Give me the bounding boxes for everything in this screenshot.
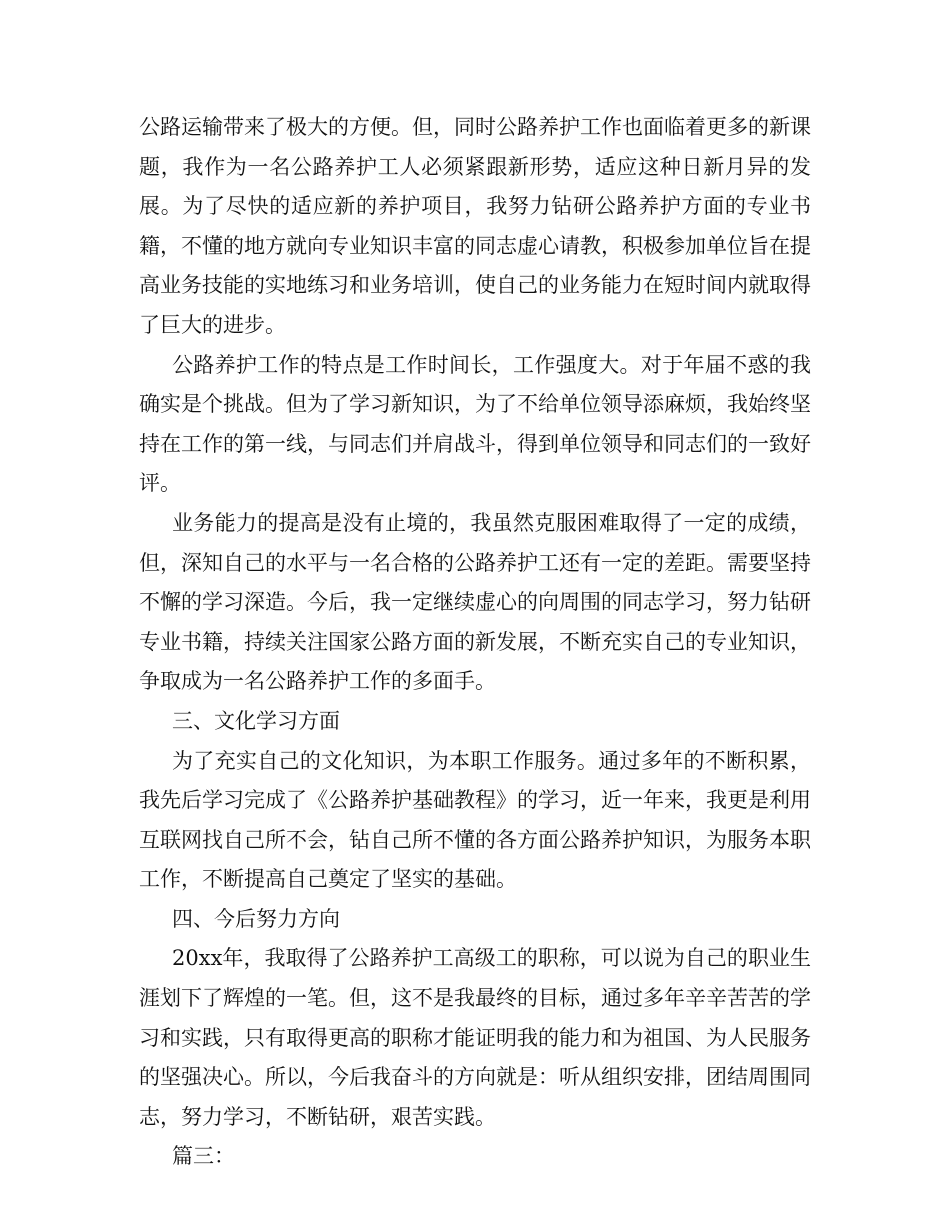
- document-body: [139, 108, 811, 1177]
- section-heading-part-three: 篇三：: [172, 1144, 235, 1169]
- paragraph-5: 20xx年，我取得了公路养护工高级工的职称，可以说为自己的职业生涯划下了辉煌的一笔。但，这不是我最终的目标，通过多年辛辛苦苦的学习和实践，只有取得更高的职称才能证明我的能力和为祖国、为人民服务的坚强决心。所以，今后我奋斗的方向就是：听从组织安排，团结周围同志，努力学习，不断钻研，艰苦实践。: [139, 946, 811, 1129]
- paragraph-4: 为了充实自己的文化知识，为本职工作服务。通过多年的不断积累，我先后学习完成了《公路养护基础教程》的学习，近一年来，我更是利用互联网找自己所不会，钻自己所不懂的各方面公路养护知识，为服务本职工作，不断提高自己奠定了坚实的基础。: [139, 748, 811, 892]
- section-heading-culture-study: 三、文化学习方面: [172, 708, 340, 733]
- paragraph-1: 公路运输带来了极大的方便。但，同时公路养护工作也面临着更多的新课题，我作为一名公路养护工人必须紧跟新形势，适应这种日新月异的发展。为了尽快的适应新的养护项目，我努力钻研公路养护方面的专业书籍，不懂的地方就向专业知识丰富的同志虚心请教，积极参加单位旨在提高业务技能的实地练习和业务培训，使自己的业务能力在短时间内就取得了巨大的进步。: [139, 115, 811, 337]
- paragraph-2: 公路养护工作的特点是工作时间长，工作强度大。对于年届不惑的我确实是个挑战。但为了学习新知识，为了不给单位领导添麻烦，我始终坚持在工作的第一线，与同志们并肩战斗，得到单位领导和同志们的一致好评。: [139, 352, 811, 496]
- section-heading-future-direction: 四、今后努力方向: [172, 906, 340, 931]
- paragraph-3: 业务能力的提高是没有止境的，我虽然克服困难取得了一定的成绩，但，深知自己的水平与一名合格的公路养护工还有一定的差距。需要坚持不懈的学习深造。今后，我一定继续虚心的向周围的同志学习，努力钻研专业书籍，持续关注国家公路方面的新发展，不断充实自己的专业知识，争取成为一名公路养护工作的多面手。: [139, 510, 811, 694]
